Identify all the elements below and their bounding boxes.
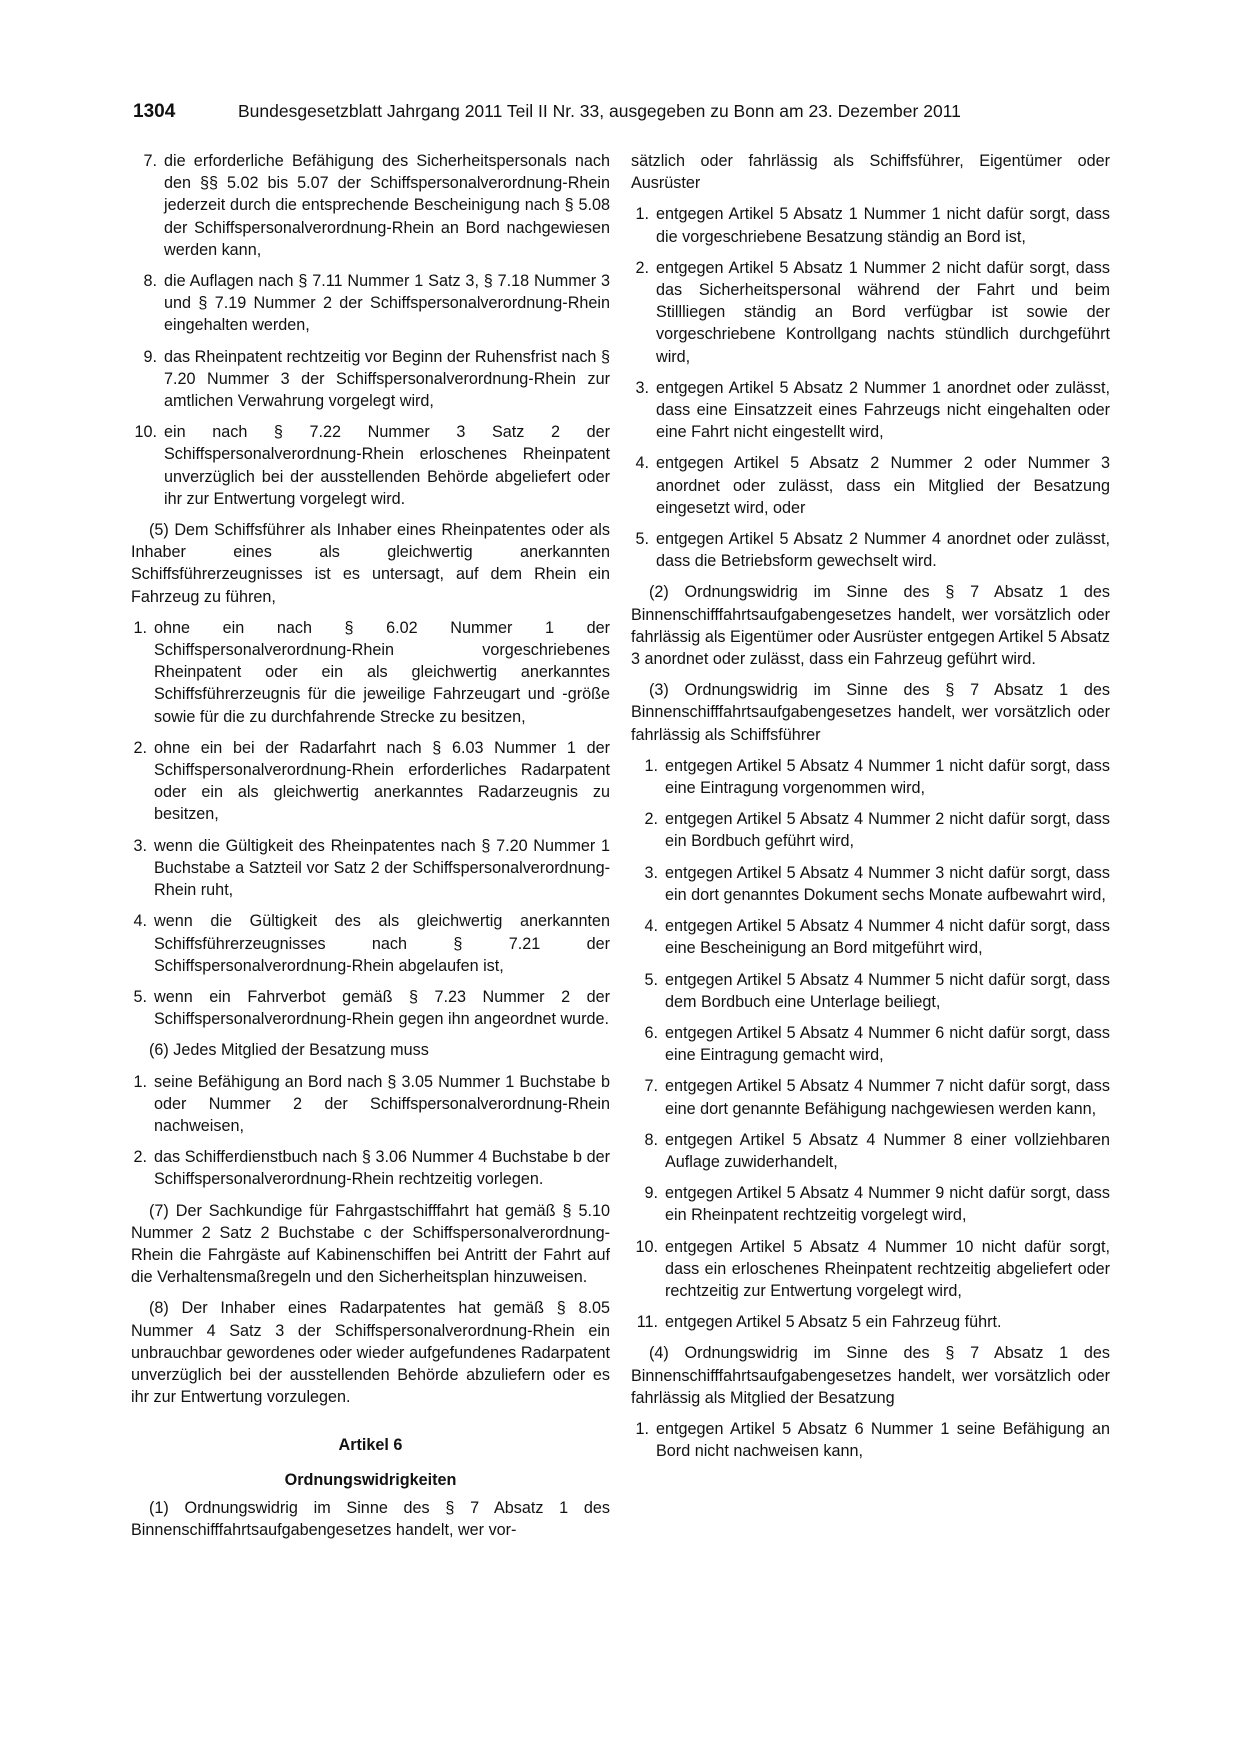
item-text: entgegen Artikel 5 Absatz 4 Nummer 3 nicht dafür sorgt, dass ein dort genanntes Dokument sechs Monate aufbewahrt wird, — [665, 863, 1110, 904]
item-number: 4. — [635, 454, 649, 473]
item-text: entgegen Artikel 5 Absatz 2 Nummer 2 oder Nummer 3 anordnet oder zulässt, dass ein Mitglied der Besatzung eingesetzt wird, oder — [656, 454, 1110, 517]
list-item — [631, 1236, 1110, 1303]
item-text: das Schifferdienstbuch nach § 3.06 Nummer 4 Buchstabe b der Schiffspersonalverordnung-Rhein rechtzeitig vorlegen. — [154, 1148, 610, 1189]
item-number: 6. — [644, 1023, 658, 1042]
item-number: 3. — [133, 836, 147, 855]
item-number: 9. — [644, 1184, 658, 1203]
running-header — [133, 98, 1113, 124]
left-column — [131, 150, 610, 1550]
item-number: 2. — [133, 1148, 147, 1167]
list-item — [131, 737, 610, 826]
list-item — [131, 1071, 610, 1138]
list-item — [131, 270, 610, 337]
item-text: seine Befähigung an Bord nach § 3.05 Nummer 1 Buchstabe b oder Nummer 2 der Schiffspersonalverordnung-Rhein nachweisen, — [154, 1072, 610, 1135]
paragraph-5: (5) Dem Schiffsführer als Inhaber eines Rheinpatentes oder als Inhaber eines als gleichwertig anerkannten Schiffsführerzeugnisses ist es untersagt, auf dem Rhein ein Fahrzeug zu führen, — [131, 521, 610, 606]
item-number: 1. — [635, 205, 649, 224]
item-number: 7. — [644, 1077, 658, 1096]
list-item — [631, 1129, 1110, 1173]
item-text: ohne ein nach § 6.02 Nummer 1 der Schiffspersonalverordnung-Rhein vorgeschriebenes Rheinpatent oder ein als gleichwertig anerkanntes Schiffsführerzeugnis für die jeweilige Fahrzeugart und -größe sowie für die zu durchfahrende Strecke zu besitzen, — [154, 618, 610, 726]
item-text: entgegen Artikel 5 Absatz 4 Nummer 7 nicht dafür sorgt, dass eine dort genannte Befähigung nachgewiesen werden kann, — [665, 1077, 1110, 1118]
paragraph-3: (3) Ordnungswidrig im Sinne des § 7 Absatz 1 des Binnenschifffahrtsaufgabengesetzes handelt, wer vorsätzlich oder fahrlässig als Schiffsführer — [631, 681, 1110, 744]
item-text: entgegen Artikel 5 Absatz 4 Nummer 9 nicht dafür sorgt, dass ein Rheinpatent rechtzeitig vorgelegt wird, — [665, 1184, 1110, 1225]
right-column — [631, 150, 1110, 1471]
item-text: die erforderliche Befähigung des Sicherheitspersonals nach den §§ 5.02 bis 5.07 der Schiffspersonalverordnung-Rhein jederzeit durch die entsprechende Bescheinigung nach § 5.08 der Schiffspersonalverordnung-Rhein an Bord nachgewiesen werden kann, — [164, 152, 610, 259]
paragraph-8: (8) Der Inhaber eines Radarpatentes hat gemäß § 8.05 Nummer 4 Satz 3 der Schiffspersonalverordnung-Rhein ein unbrauchbar gewordenes oder wieder aufgefundenes Radarpatent unverzüglich bei der ausstellenden Behörde abzuliefern oder es ihr zur Entwertung vorzulegen. — [131, 1299, 610, 1407]
item-number: 8. — [143, 272, 157, 291]
paragraph-2: (2) Ordnungswidrig im Sinne des § 7 Absatz 1 des Binnenschifffahrtsaufgabengesetzes handelt, wer vorsätzlich oder fahrlässig als Eigentümer oder Ausrüster entgegen Artikel 5 Absatz 3 anordnet oder zulässt, dass ein Fahrzeug geführt wird. — [631, 583, 1110, 669]
list-item — [631, 862, 1110, 906]
item-number: 8. — [644, 1130, 658, 1149]
item-number: 3. — [635, 378, 649, 397]
item-number: 2. — [133, 738, 147, 757]
article-subtitle: Ordnungswidrigkeiten — [284, 1470, 457, 1489]
list-item — [131, 910, 610, 977]
item-text: wenn die Gültigkeit des als gleichwertig anerkannten Schiffsführerzeugnisses nach § 7.21 der Schiffspersonalverordnung-Rhein abgelaufen ist, — [154, 912, 610, 975]
item-text: die Auflagen nach § 7.11 Nummer 1 Satz 3, § 7.18 Nummer 3 und § 7.19 Nummer 2 der Schiffspersonalverordnung-Rhein eingehalten werden, — [164, 272, 610, 335]
list-item — [631, 969, 1110, 1013]
article-6-paragraph-1: (1) Ordnungswidrig im Sinne des § 7 Absatz 1 des Binnenschifffahrtsaufgabengesetzes handelt, wer vor- — [131, 1498, 610, 1539]
item-text: ohne ein bei der Radarfahrt nach § 6.03 Nummer 1 der Schiffspersonalverordnung-Rhein erforderliches Radarpatent oder ein als gleichwertig anerkanntes Radarzeugnis zu besitzen, — [154, 738, 610, 824]
item-text: entgegen Artikel 5 Absatz 1 Nummer 1 nicht dafür sorgt, dass die vorgeschriebene Besatzung ständig an Bord ist, — [656, 205, 1110, 246]
item-number: 1. — [133, 1072, 147, 1091]
item-number: 1. — [644, 756, 658, 775]
list-item — [131, 421, 610, 510]
item-text: entgegen Artikel 5 Absatz 6 Nummer 1 seine Befähigung an Bord nicht nachweisen kann, — [656, 1419, 1110, 1461]
item-text: entgegen Artikel 5 Absatz 4 Nummer 4 nicht dafür sorgt, dass eine Bescheinigung an Bord mitgeführt wird, — [665, 917, 1110, 958]
item-number: 5. — [133, 987, 147, 1006]
item-number: 5. — [644, 970, 658, 989]
item-text: wenn die Gültigkeit des Rheinpatentes nach § 7.20 Nummer 1 Buchstabe a Satzteil vor Satz 2 der Schiffspersonalverordnung-Rhein ruht, — [154, 836, 610, 900]
paragraph-7: (7) Der Sachkundige für Fahrgastschifffahrt hat gemäß § 5.10 Nummer 2 Satz 2 Buchstabe c der Schiffspersonalverordnung-Rhein die Fahrgäste auf Kabinenschiffen bei Antritt der Fahrt auf die Verhaltensmaßregeln und den Sicherheitsplan hinzuweisen. — [131, 1201, 610, 1287]
item-text: entgegen Artikel 5 Absatz 2 Nummer 4 anordnet oder zulässt, dass die Betriebsform gewechselt wird. — [656, 530, 1110, 571]
list-item — [631, 203, 1110, 247]
list-item — [631, 1311, 1110, 1333]
item-text: das Rheinpatent rechtzeitig vor Beginn der Ruhensfrist nach § 7.20 Nummer 3 der Schiffspersonalverordnung-Rhein zur amtlichen Verwahrung vorgelegt wird, — [164, 347, 610, 411]
list-item — [131, 150, 610, 261]
list-item — [131, 835, 610, 902]
item-text: entgegen Artikel 5 Absatz 4 Nummer 2 nicht dafür sorgt, dass ein Bordbuch geführt wird, — [665, 810, 1110, 851]
item-number: 5. — [635, 530, 649, 549]
item-number: 4. — [644, 917, 658, 936]
list-item — [131, 346, 610, 413]
item-text: entgegen Artikel 5 Absatz 4 Nummer 10 nicht dafür sorgt, dass ein erloschenes Rheinpatent rechtzeitig abgeliefert oder rechtzeitig zur Entwertung vorgelegt wird, — [665, 1237, 1110, 1300]
article-title: Artikel 6 — [338, 1436, 403, 1455]
list-item — [631, 452, 1110, 519]
paragraph-4: (4) Ordnungswidrig im Sinne des § 7 Absatz 1 des Binnenschifffahrtsaufgabengesetzes handelt, wer vorsätzlich oder fahrlässig als Mitglied der Besatzung — [631, 1344, 1110, 1407]
list-item — [631, 915, 1110, 959]
item-text: entgegen Artikel 5 Absatz 4 Nummer 1 nicht dafür sorgt, dass eine Eintragung vorgenommen wird, — [665, 756, 1110, 798]
list-item — [631, 1075, 1110, 1119]
list-item — [631, 808, 1110, 852]
item-number: 3. — [644, 863, 658, 882]
item-text: entgegen Artikel 5 Absatz 5 ein Fahrzeug führt. — [665, 1313, 1002, 1332]
item-text: ein nach § 7.22 Nummer 3 Satz 2 der Schiffspersonalverordnung-Rhein erloschenes Rheinpatent unverzüglich bei der ausstellenden Behörde abgeliefert oder ihr zur Entwertung vorgelegt wird. — [164, 423, 610, 508]
item-number: 9. — [143, 347, 157, 366]
list-item — [631, 528, 1110, 572]
list-item — [631, 257, 1110, 368]
item-text: entgegen Artikel 5 Absatz 4 Nummer 5 nicht dafür sorgt, dass dem Bordbuch eine Unterlage beiliegt, — [665, 970, 1110, 1011]
item-text: wenn ein Fahrverbot gemäß § 7.23 Nummer 2 der Schiffspersonalverordnung-Rhein gegen ihn angeordnet wurde. — [154, 987, 610, 1029]
item-number: 2. — [644, 810, 658, 829]
list-item — [631, 1182, 1110, 1226]
item-text: entgegen Artikel 5 Absatz 4 Nummer 8 einer vollziehbaren Auflage zuwiderhandelt, — [665, 1130, 1110, 1171]
item-text: entgegen Artikel 5 Absatz 1 Nummer 2 nicht dafür sorgt, dass das Sicherheitspersonal während der Fahrt und beim Stillliegen ständig an Bord verfügbar ist sowie der vorgeschriebene Kontrollgang nachts stündlich durchgeführt wird, — [656, 258, 1110, 366]
list-item — [631, 1022, 1110, 1066]
list-item — [631, 1418, 1110, 1462]
paragraph-6: (6) Jedes Mitglied der Besatzung muss — [149, 1041, 429, 1060]
item-number: 1. — [635, 1419, 649, 1438]
item-number: 7. — [143, 152, 157, 170]
page-number: 1304 — [133, 101, 176, 122]
item-number: 4. — [133, 912, 147, 931]
item-number: 2. — [635, 258, 649, 277]
list-item — [631, 377, 1110, 444]
continued-paragraph: sätzlich oder fahrlässig als Schiffsführer, Eigentümer oder Ausrüster — [631, 152, 1110, 193]
list-item — [131, 617, 610, 728]
item-text: entgegen Artikel 5 Absatz 4 Nummer 6 nicht dafür sorgt, dass eine Eintragung gemacht wird, — [665, 1023, 1110, 1065]
item-number: 10. — [635, 1237, 658, 1256]
running-title: Bundesgesetzblatt Jahrgang 2011 Teil II Nr. 33, ausgegeben zu Bonn am 23. Dezember 2011 — [238, 101, 961, 121]
item-number: 10. — [134, 423, 157, 442]
item-number: 1. — [133, 618, 147, 637]
item-text: entgegen Artikel 5 Absatz 2 Nummer 1 anordnet oder zulässt, dass eine Einsatzzeit eines Fahrzeugs nicht eingehalten oder eine Fahrt nicht eingestellt wird, — [656, 378, 1110, 442]
item-number: 11. — [636, 1313, 658, 1332]
list-item — [131, 986, 610, 1030]
list-item — [131, 1146, 610, 1190]
list-item — [631, 755, 1110, 799]
